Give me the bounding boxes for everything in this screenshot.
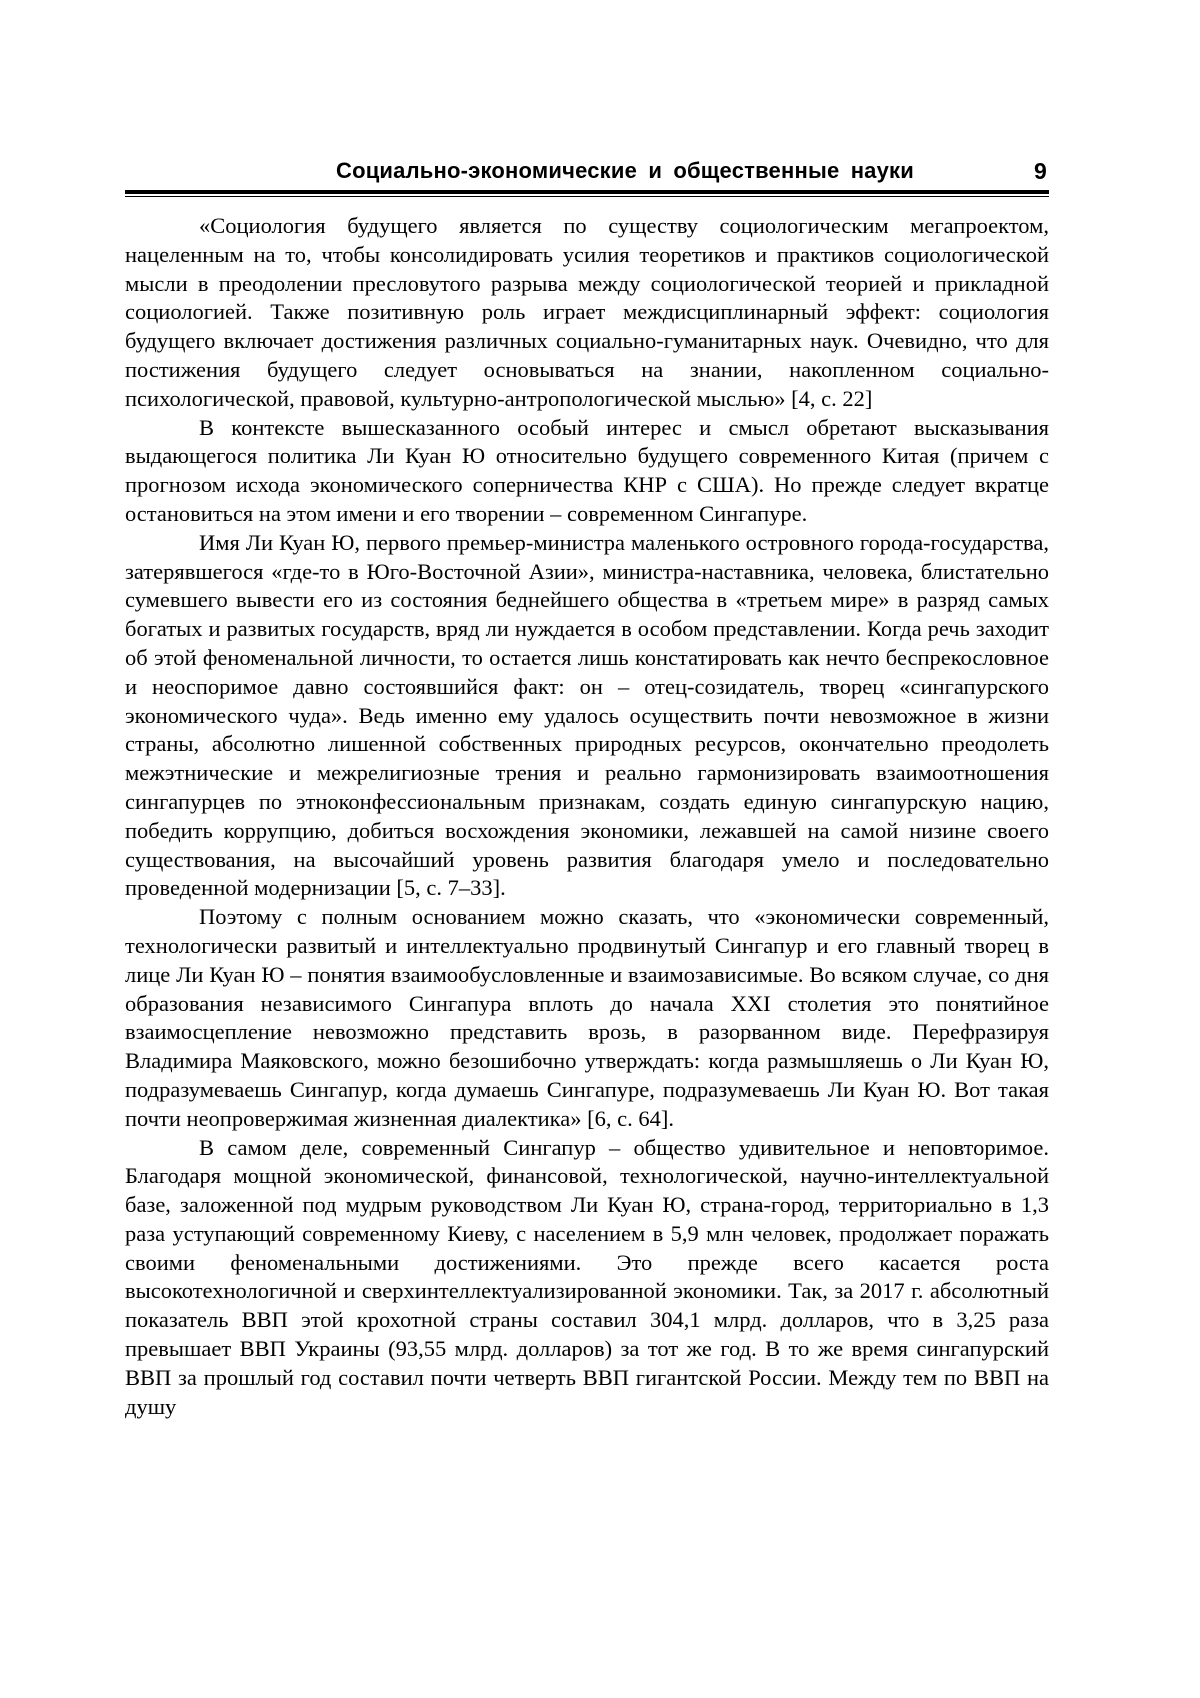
paragraph: В контексте вышесказанного особый интерес и смысл обретают высказывания выдающегося политика Ли Куан Ю относительно будущего современного Китая (причем с прогнозом исхода экономического соперничества КНР с США). Но прежде следует вкратце остановиться на этом имени и его творении – современном Сингапуре. (125, 414, 1049, 526)
running-header-title: Социально-экономические и общественные науки (335, 158, 914, 183)
paragraph: Имя Ли Куан Ю, первого премьер-министра маленького островного города-государства, затерявшегося «где-то в Юго-Восточной Азии», министра-наставника, человека, блистательно сумевшего вывести его из состояния беднейшего общества в «третьем мире» в разряд самых богатых и развитых государств, вряд ли нуждается в особом представлении. Когда речь заходит об этой феноменальной личности, то остается лишь констатировать как нечто беспрекословное и неоспоримое давно состоявшийся факт: он – отец-созидатель, творец «сингапурского экономического чуда». Ведь именно ему удалось осуществить почти невозможное в жизни страны, абсолютно лишенной собственных природных ресурсов, окончательно преодолеть межэтнические и межрелигиозные трения и реально гармонизировать взаимоотношения сингапурцев по этноконфессиональным признакам, создать единую сингапурскую нацию, победить коррупцию, добиться восхождения экономики, лежавшей на самой низине своего существования, на высочайший уровень развития благодаря умело и последовательно проведенной модернизации [5, с. 7–33]. (125, 529, 1049, 901)
header-rule-thin (125, 196, 1049, 197)
running-header (125, 158, 1049, 188)
paragraph: В самом деле, современный Сингапур – общество удивительное и неповторимое. Благодаря мощной экономической, финансовой, технологической, научно-интеллектуальной базе, заложенной под мудрым руководством Ли Куан Ю, страна-город, территориально в 1,3 раза уступающий современному Киеву, с населением в 5,9 млн человек, продолжает поражать своими феноменальными достижениями. Это прежде всего касается роста высокотехнологичной и сверхинтеллектуализированной экономики. Так, за 2017 г. абсолютный показатель ВВП этой крохотной страны составил 304,1 млрд. долларов, что в 3,25 раза превышает ВВП Украины (93,55 млрд. долларов) за тот же год. В то же время сингапурский ВВП за прошлый год составил почти четверть ВВП гигантской России. Между тем по ВВП на душу (125, 1134, 1049, 1419)
header-rule-thick (125, 190, 1049, 194)
body-text (125, 212, 1049, 1421)
document-page (125, 158, 1049, 1421)
page-number: 9 (1034, 158, 1047, 184)
paragraph: «Социология будущего является по существу социологическим мегапроектом, нацеленным на то, чтобы консолидировать усилия теоретиков и практиков социологической мысли в преодолении пресловутого разрыва между социологической теорией и прикладной социологией. Также позитивную роль играет междисциплинарный эффект: социология будущего включает достижения различных социально-гуманитарных наук. Очевидно, что для постижения будущего следует основываться на знании, накопленном социально-психологической, правовой, культурно-антропологической мыслью» [4, с. 22] (125, 213, 1049, 411)
paragraph: Поэтому с полным основанием можно сказать, что «экономически современный, технологически развитый и интеллектуально продвинутый Сингапур и его главный творец в лице Ли Куан Ю – понятия взаимообусловленные и взаимозависимые. Во всяком случае, со дня образования независимого Сингапура вплоть до начала XXI столетия это понятийное взаимосцепление невозможно представить врозь, в разорванном виде. Перефразируя Владимира Маяковского, можно безошибочно утверждать: когда размышляешь о Ли Куан Ю, подразумеваешь Сингапур, когда думаешь Сингапуре, подразумеваешь Ли Куан Ю. Вот такая почти неопровержимая жизненная диалектика» [6, с. 64]. (125, 904, 1049, 1131)
